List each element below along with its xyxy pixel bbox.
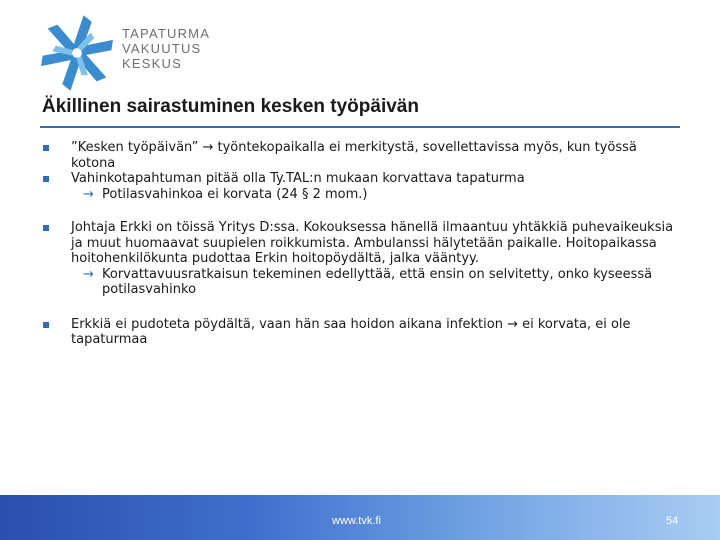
bullet-item (40, 140, 680, 171)
footer-url-link[interactable]: www.tvk.fi (332, 515, 381, 527)
bullet-text: ”Kesken työpäivän” → työntekopaikalla ei merkitystä, sovellettavissa myös, kun työssä kotona (71, 140, 637, 171)
sub-bullet-text: Potilasvahinkoa ei korvata (24 § 2 mom.) (102, 186, 368, 202)
bullet-item (40, 220, 680, 267)
bullet-text: Erkkiä ei pudoteta pöydältä, vaan hän saa hoidon aikana infektion → ei korvata, ei ole tapaturmaa (71, 316, 631, 347)
bullet-item (40, 317, 680, 348)
footer-bar (0, 495, 720, 540)
square-bullet-icon (43, 145, 49, 151)
star-logo-icon (36, 12, 118, 94)
arrow-right-icon: → (83, 186, 94, 202)
bullet-text: Vahinkotapahtuman pitää olla Ty.TAL:n mukaan korvattava tapaturma (71, 171, 525, 186)
slide-title: Äkillinen sairastuminen kesken työpäivän (42, 96, 419, 117)
company-logo (36, 12, 118, 94)
bullet-item (40, 171, 680, 187)
title-divider (40, 126, 680, 128)
brand-line-1: TAPATURMA (122, 26, 211, 41)
sub-bullet-text: Korvattavuusratkaisun tekeminen edellyttää, että ensin on selvitetty, onko kyseessä potilasvahinko (102, 266, 653, 297)
brand-line-3: KESKUS (122, 56, 182, 71)
sub-bullet-item (40, 267, 680, 298)
sub-bullet-item (40, 187, 680, 203)
slide-body (40, 140, 680, 348)
arrow-right-icon: → (83, 266, 94, 282)
square-bullet-icon (43, 176, 49, 182)
square-bullet-icon (43, 322, 49, 328)
brand-line-2: VAKUUTUS (122, 41, 202, 56)
brand-wordmark (122, 26, 210, 71)
square-bullet-icon (43, 225, 49, 231)
page-number: 54 (666, 515, 679, 527)
bullet-text: Johtaja Erkki on töissä Yritys D:ssa. Kokouksessa hänellä ilmaantuu yhtäkkiä puhevaikeuksia ja muut huomaavat suupielen roikkumista. Ambulanssi hälytetään paikalle. Hoitopaikassa hoitohenkilökunta pudottaa Erkin hoitopöydältä, jalka vääntyy. (71, 220, 674, 266)
